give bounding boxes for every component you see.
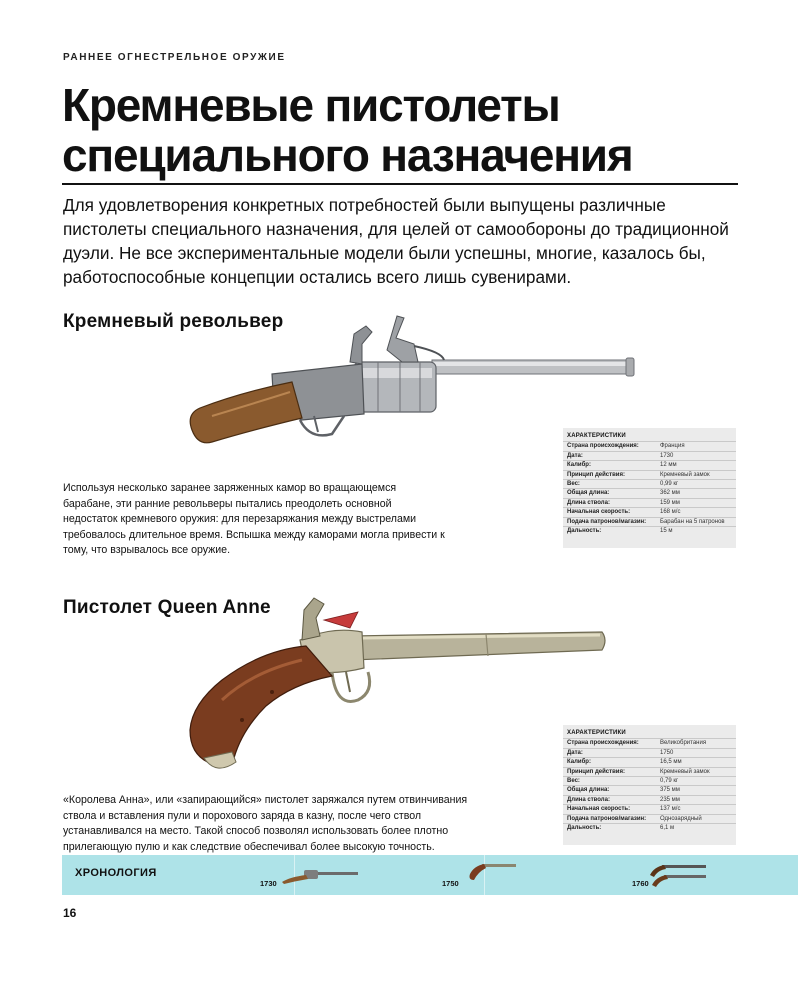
weapon-heading-queen-anne: Пистолет Queen Anne (63, 597, 271, 618)
queen-anne-pistol-image (182, 580, 610, 780)
spec-row: Принцип действия: Кремневый замок (563, 767, 736, 776)
spec-row: Принцип действия: Кремневый замок (563, 470, 736, 479)
specs-table-queen-anne (563, 725, 736, 845)
spec-row: Общая длина: 362 мм (563, 488, 736, 497)
intro-paragraph: Для удовлетворения конкретных потребностей были выпущены различные пистолеты специального назначения, для целей от самообороны до традиционной дуэли. Не все экспериментальные модели были успешны, многие, казалось бы, работоспособные концепции остались всего лишь сувенирами. (63, 195, 729, 287)
timeline-year: 1760 (632, 879, 649, 888)
page-title-line-1: Кремневые пистолеты (62, 79, 560, 131)
spec-row: Дальность: 6,1 м (563, 823, 736, 832)
spec-row: Подача патронов/магазин: Барабан на 5 патронов (563, 517, 736, 526)
spec-row: Начальная скорость: 137 м/с (563, 804, 736, 813)
timeline-bar (62, 855, 798, 895)
spec-row: Подача патронов/магазин: Однозарядный (563, 814, 736, 823)
spec-row: Калибр: 16,5 мм (563, 757, 736, 766)
title-rule (62, 183, 738, 185)
dueling-pistols-thumbnail-icon (648, 861, 708, 895)
spec-row: Калибр: 12 мм (563, 460, 736, 469)
spec-row: Страна происхождения: Франция (563, 441, 736, 450)
page-number: 16 (63, 906, 77, 920)
revolver-thumbnail-icon (280, 867, 360, 890)
weapon-description-queen-anne: «Королева Анна», или «запирающийся» пистолет заряжался путем отвинчивания ствола и вставления пули и порохового заряда в казну, после чего ствол устанавливался на место. Такой способ позволял использовать более плотно прилегающую пулю и как следствие обеспечивал более высокую точность. (63, 794, 468, 853)
specs-table-revolver (563, 428, 736, 548)
timeline-year: 1730 (260, 879, 277, 888)
spec-row: Длина ствола: 159 мм (563, 498, 736, 507)
section-label: РАННЕЕ ОГНЕСТРЕЛЬНОЕ ОРУЖИЕ (63, 52, 286, 63)
spec-row: Вес: 0,99 кг (563, 479, 736, 488)
spec-row: Страна происхождения: Великобритания (563, 738, 736, 747)
weapon-description-revolver: Используя несколько заранее заряженных камор во вращающемся барабане, эти ранние револьверы пытались преодолеть основной недостаток кремневого оружия: для перезаряжания между выстрелами требовалось длительное время. Вспышка между каморами могла привести к тому, что взрывалось все оружие. (63, 482, 445, 556)
spec-row: Длина ствола: 235 мм (563, 795, 736, 804)
spec-row: Общая длина: 375 мм (563, 785, 736, 794)
timeline-year: 1750 (442, 879, 459, 888)
page-title-line-2: специального назначения (62, 129, 633, 181)
spec-row: Дата: 1750 (563, 748, 736, 757)
specs-header: ХАРАКТЕРИСТИКИ (567, 433, 626, 439)
spec-row: Дата: 1730 (563, 451, 736, 460)
spec-row: Вес: 0,79 кг (563, 776, 736, 785)
weapon-heading-revolver: Кремневый револьвер (63, 311, 284, 332)
pistol-thumbnail-icon (466, 858, 518, 887)
page-title (62, 80, 633, 180)
timeline-title: ХРОНОЛОГИЯ (75, 867, 157, 879)
specs-header: ХАРАКТЕРИСТИКИ (567, 730, 626, 736)
spec-row: Начальная скорость: 168 м/с (563, 507, 736, 516)
spec-row: Дальность: 15 м (563, 526, 736, 535)
